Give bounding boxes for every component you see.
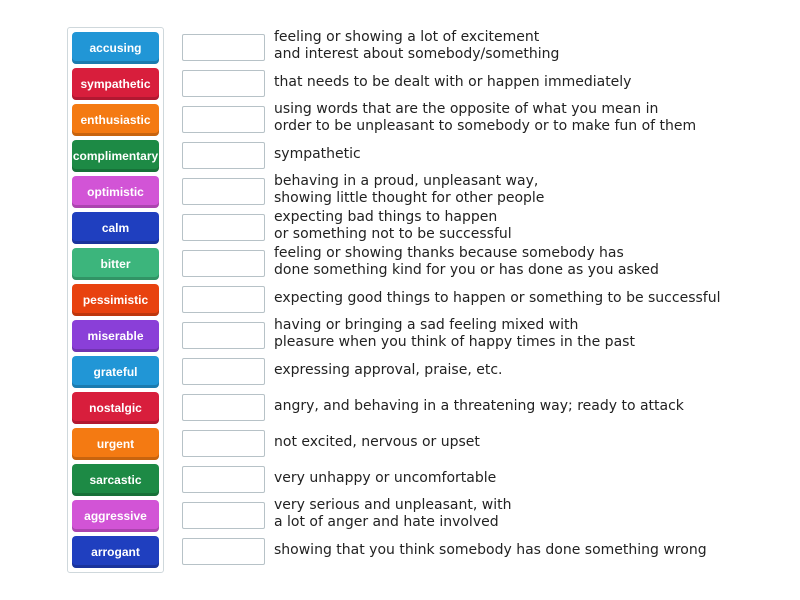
drop-slot[interactable]	[182, 286, 265, 313]
word-tile[interactable]: nostalgic	[72, 392, 159, 424]
word-tile[interactable]: pessimistic	[72, 284, 159, 316]
drop-slot[interactable]	[182, 178, 265, 205]
definition-text: that needs to be dealt with or happen immediately	[274, 74, 632, 90]
drop-slot[interactable]	[182, 106, 265, 133]
drop-slot[interactable]	[182, 538, 265, 565]
word-tile[interactable]: optimistic	[72, 176, 159, 208]
drop-slot[interactable]	[182, 214, 265, 241]
definition-text: feeling or showing a lot of excitement and interest about somebody/something	[274, 29, 560, 62]
definition-text: very unhappy or uncomfortable	[274, 470, 497, 486]
definition-text: sympathetic	[274, 146, 361, 162]
drop-slot[interactable]	[182, 430, 265, 457]
definition-text: having or bringing a sad feeling mixed with pleasure when you think of happy times in the past	[274, 317, 635, 350]
drop-slot[interactable]	[182, 466, 265, 493]
definition-text: using words that are the opposite of what you mean in order to be unpleasant to somebody or to make fun of them	[274, 101, 697, 134]
definition-text: behaving in a proud, unpleasant way, showing little thought for other people	[274, 173, 545, 206]
definition-text: very serious and unpleasant, with a lot of anger and hate involved	[274, 497, 512, 530]
drop-slot[interactable]	[182, 34, 265, 61]
definition-text: not excited, nervous or upset	[274, 434, 480, 450]
word-bank	[67, 27, 164, 573]
word-tile[interactable]: urgent	[72, 428, 159, 460]
word-tile[interactable]: sarcastic	[72, 464, 159, 496]
definition-text: expressing approval, praise, etc.	[274, 362, 503, 378]
word-tile[interactable]: grateful	[72, 356, 159, 388]
drop-slot[interactable]	[182, 394, 265, 421]
word-tile[interactable]: arrogant	[72, 536, 159, 568]
word-tile[interactable]: aggressive	[72, 500, 159, 532]
definition-text: expecting good things to happen or something to be successful	[274, 290, 721, 306]
word-tile[interactable]: enthusiastic	[72, 104, 159, 136]
drop-slot[interactable]	[182, 250, 265, 277]
word-tile[interactable]: miserable	[72, 320, 159, 352]
definition-text: showing that you think somebody has done something wrong	[274, 542, 707, 558]
word-tile[interactable]: sympathetic	[72, 68, 159, 100]
definition-text: angry, and behaving in a threatening way; ready to attack	[274, 398, 684, 414]
word-tile[interactable]: complimentary	[72, 140, 159, 172]
drop-slot[interactable]	[182, 322, 265, 349]
definition-text: expecting bad things to happen or something not to be successful	[274, 209, 512, 242]
definition-text: feeling or showing thanks because somebody has done something kind for you or has done as you asked	[274, 245, 659, 278]
word-tile[interactable]: calm	[72, 212, 159, 244]
drop-slot[interactable]	[182, 358, 265, 385]
drop-slot[interactable]	[182, 70, 265, 97]
word-tile[interactable]: accusing	[72, 32, 159, 64]
word-tile[interactable]: bitter	[72, 248, 159, 280]
drop-slot[interactable]	[182, 502, 265, 529]
drop-slot[interactable]	[182, 142, 265, 169]
